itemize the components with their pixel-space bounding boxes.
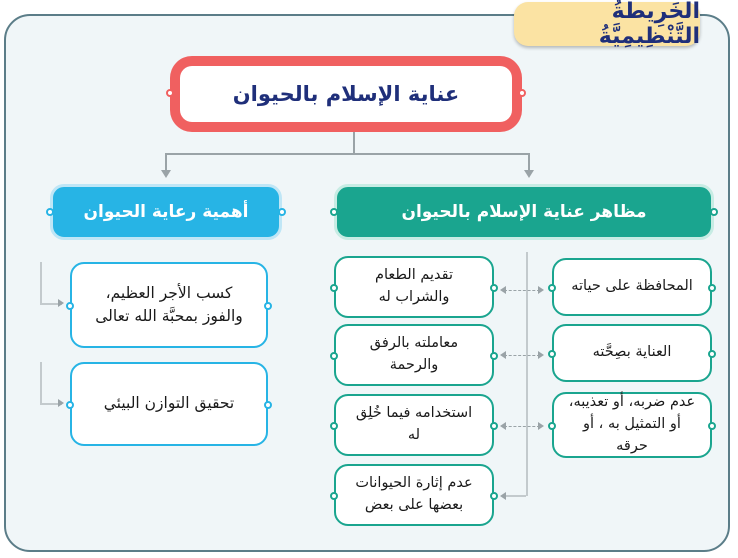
importance-card-dot [264,302,272,310]
right-card-connector-dot [708,422,716,430]
left-card-connector-dot [330,284,338,292]
manifestation-right-text: العناية بصِحَّته [592,344,672,361]
manifestation-left-text: عدم إثارة الحيوانات بعضها على بعض [355,475,473,513]
left-card-connector-dot [330,352,338,360]
importance-card-dot [264,401,272,409]
right-card-connector-dot [708,284,716,292]
left-card-connector-dot [490,492,498,500]
right-card-connector-dot [548,350,556,358]
branch-right-drop-line [528,153,530,171]
importance-header-left-dot [46,208,54,216]
left-card-connector-dot [490,284,498,292]
importance-card-dot [66,302,74,310]
importance-guide-line-top [40,262,42,304]
left-card-connector-dot [490,352,498,360]
right-card-connector-dot [708,350,716,358]
manifestations-guide-line [526,252,528,496]
manifestation-left-card [334,256,494,318]
manifestation-left-text: استخدامه فيما خُلِق له [355,405,473,443]
manifestations-header-right-dot [710,208,718,216]
manifestation-left-card [334,324,494,386]
branch-horizontal-line [165,153,529,155]
root-node [170,56,522,132]
manifestation-left-card [334,394,494,456]
manifestations-header-label: مظاهر عناية الإسلام بالحيوان [401,202,647,222]
manifestation-right-card [552,324,712,382]
manifestation-right-card [552,258,712,316]
last-card-connector-line [506,495,526,497]
arrow-to-importance-card [58,299,64,307]
root-node-label: عناية الإسلام بالحيوان [180,66,512,122]
importance-card [70,362,268,446]
manifestation-left-text: معاملته بالرفق والرحمة [369,335,459,373]
importance-text: تحقيق التوازن البيئي [103,394,235,413]
manifestation-left-card [334,464,494,526]
left-card-connector-dot [490,422,498,430]
importance-header-right-dot [278,208,286,216]
manifestations-header [334,184,714,240]
arrow-to-importance [161,170,171,178]
right-card-connector-dot [548,422,556,430]
double-arrow-connector [504,290,540,291]
branch-left-drop-line [165,153,167,171]
right-card-connector-dot [548,284,556,292]
importance-card [70,262,268,348]
double-arrow-connector [504,426,540,427]
arrow-to-importance-card [58,399,64,407]
root-right-connector-dot [518,89,526,97]
arrow-to-manifestations [524,170,534,178]
manifestations-header-left-dot [330,208,338,216]
root-stem-line [353,132,355,154]
manifestation-right-text: المحافظة على حياته [571,278,693,295]
manifestation-right-text: عدم ضربه، أو تعذيبه، أو التمثيل به ، أو حرقه [568,394,696,454]
manifestation-right-card [552,392,712,458]
importance-card-dot [66,401,74,409]
importance-text: كسب الأجر العظيم، والفوز بمحبَّة الله تعالى [95,283,243,325]
importance-header [50,184,282,240]
manifestation-left-text: تقديم الطعام والشراب له [374,267,453,305]
root-left-connector-dot [166,89,174,97]
double-arrow-connector [504,355,540,356]
left-card-connector-dot [330,422,338,430]
importance-header-label: أهمية رعاية الحيوان [83,202,249,222]
page-badge [514,0,700,49]
importance-guide-line-bottom [40,362,42,404]
badge-text: الْخَرِيطَةُ التَّنْظِيمِيَّةُ [598,0,700,49]
left-card-connector-dot [330,492,338,500]
